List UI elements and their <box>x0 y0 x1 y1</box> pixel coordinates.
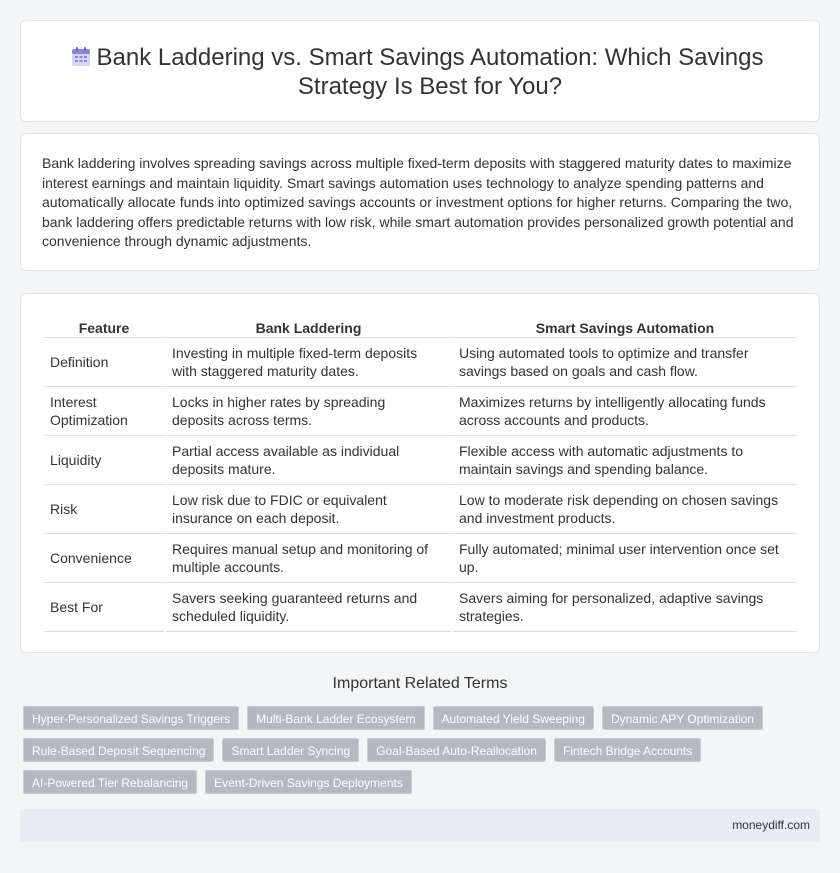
related-term-tag[interactable]: Multi-Bank Ladder Ecosystem <box>247 706 424 730</box>
related-term-tag[interactable]: Rule-Based Deposit Sequencing <box>23 738 214 762</box>
footer-site[interactable]: moneydiff.com <box>732 818 810 832</box>
feature-cell: Liquidity <box>44 436 164 485</box>
table-row <box>44 534 797 583</box>
page-title <box>46 43 793 101</box>
table-row <box>44 436 797 485</box>
tag-row <box>23 706 803 738</box>
smart-savings-cell: Maximizes returns by intelligently allocating funds across accounts and products. <box>453 387 797 436</box>
header-feature: Feature <box>44 314 164 338</box>
intro-paragraph: Bank laddering involves spreading savings across multiple fixed-term deposits with staggered maturity dates to maximize interest earnings and maintain liquidity. Smart savings automation uses technology to analyze spending patterns and automatically allocate funds into optimized savings accounts or investment options for higher returns. Comparing the two, bank laddering offers predictable returns with low risk, while smart automation provides personalized growth potential and convenience through dynamic adjustments. <box>42 155 794 249</box>
feature-cell: Best For <box>44 583 164 632</box>
smart-savings-cell: Savers aiming for personalized, adaptive savings strategies. <box>453 583 797 632</box>
intro-card <box>20 133 820 271</box>
table-row <box>44 485 797 534</box>
related-term-tag[interactable]: Hyper-Personalized Savings Triggers <box>23 706 239 730</box>
feature-cell: Interest Optimization <box>44 387 164 436</box>
smart-savings-cell: Flexible access with automatic adjustments to maintain savings and spending balance. <box>453 436 797 485</box>
related-term-tag[interactable]: Smart Ladder Syncing <box>222 738 359 762</box>
tag-row <box>23 770 803 802</box>
table-row <box>44 338 797 387</box>
smart-savings-cell: Low to moderate risk depending on chosen savings and investment products. <box>453 485 797 534</box>
related-term-tag[interactable]: Automated Yield Sweeping <box>433 706 594 730</box>
related-terms-title: Important Related Terms <box>332 675 508 692</box>
table-header-row <box>44 314 797 338</box>
bank-laddering-cell: Low risk due to FDIC or equivalent insurance on each deposit. <box>166 485 451 534</box>
header-smart-savings: Smart Savings Automation <box>453 314 797 338</box>
bank-laddering-cell: Locks in higher rates by spreading deposits across terms. <box>166 387 451 436</box>
comparison-card <box>20 293 820 653</box>
bank-laddering-cell: Savers seeking guaranteed returns and scheduled liquidity. <box>166 583 451 632</box>
feature-cell: Convenience <box>44 534 164 583</box>
table-row <box>44 583 797 632</box>
page-title-line-1: Bank Laddering vs. Smart Savings Automation: Which Savings <box>96 44 764 71</box>
page-title-line-2: Strategy Is Best for You? <box>297 73 563 100</box>
bank-laddering-cell: Partial access available as individual deposits mature. <box>166 436 451 485</box>
feature-cell: Risk <box>44 485 164 534</box>
smart-savings-cell: Fully automated; minimal user intervention once set up. <box>453 534 797 583</box>
title-card <box>20 20 820 122</box>
header-bank-laddering: Bank Laddering <box>166 314 451 338</box>
feature-cell: Definition <box>44 338 164 387</box>
footer <box>20 809 820 842</box>
tag-row <box>23 738 803 770</box>
comparison-table <box>42 314 799 632</box>
related-term-tag[interactable]: Goal-Based Auto-Reallocation <box>367 738 546 762</box>
related-term-tag[interactable]: AI-Powered Tier Rebalancing <box>23 770 197 794</box>
bank-laddering-cell: Investing in multiple fixed-term deposits with staggered maturity dates. <box>166 338 451 387</box>
smart-savings-cell: Using automated tools to optimize and transfer savings based on goals and cash flow. <box>453 338 797 387</box>
table-row <box>44 387 797 436</box>
related-terms-tags <box>23 706 803 802</box>
related-term-tag[interactable]: Event-Driven Savings Deployments <box>205 770 412 794</box>
related-term-tag[interactable]: Fintech Bridge Accounts <box>554 738 701 762</box>
bank-laddering-cell: Requires manual setup and monitoring of multiple accounts. <box>166 534 451 583</box>
related-term-tag[interactable]: Dynamic APY Optimization <box>602 706 763 730</box>
